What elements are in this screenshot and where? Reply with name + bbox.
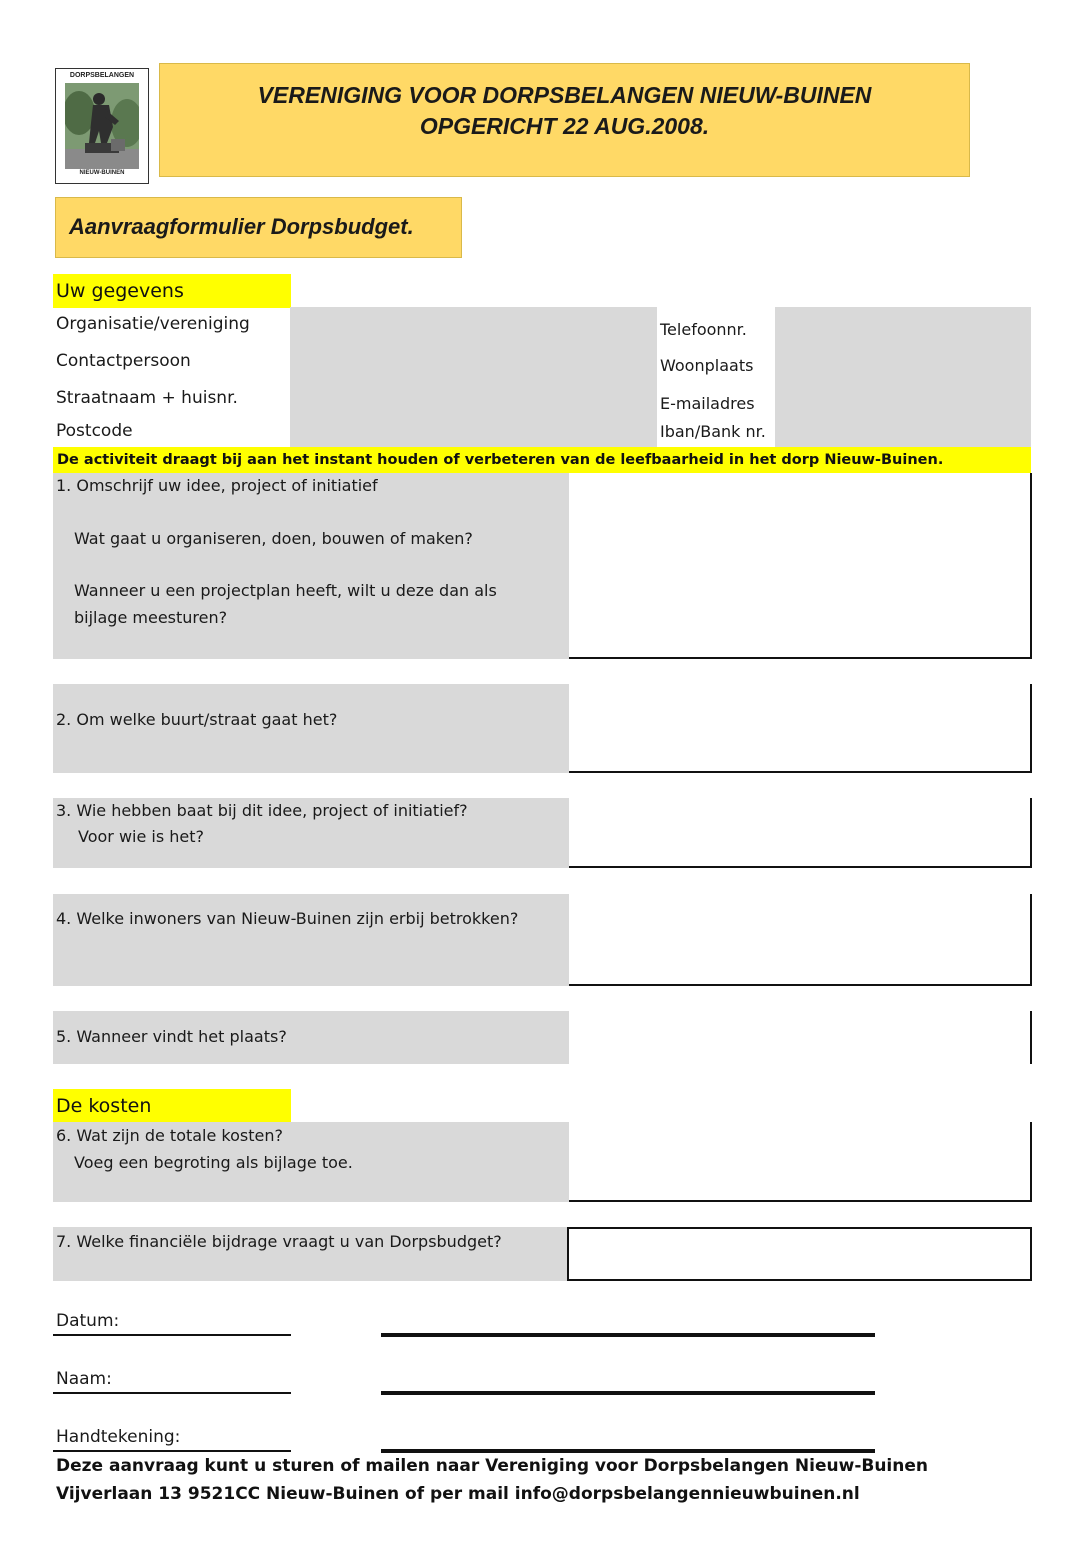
field-label-phone: Telefoonnr. <box>660 320 747 339</box>
answer-field-3[interactable] <box>569 798 1032 868</box>
field-label-contact: Contactpersoon <box>56 351 191 371</box>
field-label-city: Woonplaats <box>660 356 754 375</box>
section-heading-details: Uw gegevens <box>53 274 291 308</box>
answer-field-5[interactable] <box>569 1011 1032 1064</box>
answer-field-7[interactable] <box>567 1227 1032 1281</box>
name-input-line[interactable] <box>381 1391 875 1395</box>
field-label-email: E-mailadres <box>660 394 755 413</box>
date-label-underline <box>53 1334 291 1336</box>
signature-label: Handtekening: <box>56 1427 181 1447</box>
logo <box>55 68 149 184</box>
answer-field-4[interactable] <box>569 894 1032 986</box>
question-6-line1: 6. Wat zijn de totale kosten? <box>56 1126 283 1145</box>
footer-line1: Deze aanvraag kunt u sturen of mailen naar Vereniging voor Dorpsbelangen Nieuw-Buinen <box>56 1456 928 1476</box>
date-label: Datum: <box>56 1311 120 1331</box>
question-6-line2: Voeg een begroting als bijlage toe. <box>74 1153 353 1172</box>
logo-text-bottom: NIEUW-BUINEN <box>79 170 125 176</box>
question-3-box <box>53 798 569 868</box>
details-input-block-right[interactable] <box>775 307 1031 447</box>
question-1-line1: 1. Omschrijf uw idee, project of initiatief <box>56 476 378 495</box>
question-6-box <box>53 1122 569 1202</box>
question-3-line2: Voor wie is het? <box>78 827 205 846</box>
details-input-block-left[interactable] <box>290 307 657 447</box>
form-title-box <box>55 197 462 258</box>
field-label-iban: Iban/Bank nr. <box>660 422 766 441</box>
question-4-text: 4. Welke inwoners van Nieuw-Buinen zijn erbij betrokken? <box>56 909 519 928</box>
name-label: Naam: <box>56 1369 112 1389</box>
name-label-underline <box>53 1392 291 1394</box>
activity-notice-banner: De activiteit draagt bij aan het instant houden of verbeteren van de leefbaarheid in het dorp Nieuw-Buinen. <box>53 447 1031 473</box>
question-2-box <box>53 684 569 773</box>
field-label-postcode: Postcode <box>56 421 133 441</box>
section-heading-costs: De kosten <box>53 1089 291 1123</box>
question-7-box <box>53 1227 569 1281</box>
date-input-line[interactable] <box>381 1333 875 1337</box>
answer-field-2[interactable] <box>569 684 1032 773</box>
answer-field-1[interactable] <box>569 473 1032 659</box>
logo-text-top: DORPSBELANGEN <box>69 72 135 79</box>
question-4-box <box>53 894 569 986</box>
question-3-line1: 3. Wie hebben baat bij dit idee, project of initiatief? <box>56 801 468 820</box>
question-5-text: 5. Wanneer vindt het plaats? <box>56 1027 287 1046</box>
logo-statue-image <box>65 83 139 169</box>
question-2-text: 2. Om welke buurt/straat gaat het? <box>56 710 338 729</box>
question-5-box <box>53 1011 569 1064</box>
question-1-line6: bijlage meesturen? <box>74 608 228 627</box>
header-title-line1: VERENIGING VOOR DORPSBELANGEN NIEUW-BUINEN <box>257 82 872 108</box>
field-label-organisation: Organisatie/vereniging <box>56 314 250 334</box>
question-7-text: 7. Welke financiële bijdrage vraagt u van Dorpsbudget? <box>56 1232 502 1251</box>
question-1-line3: Wat gaat u organiseren, doen, bouwen of maken? <box>74 529 473 548</box>
field-label-street: Straatnaam + huisnr. <box>56 388 238 408</box>
answer-field-6[interactable] <box>569 1122 1032 1202</box>
header-title-line2: OPGERICHT 22 AUG.2008. <box>419 113 710 139</box>
question-1-line5: Wanneer u een projectplan heeft, wilt u deze dan als <box>74 581 497 600</box>
question-1-box <box>53 473 569 659</box>
form-title: Aanvraagformulier Dorpsbudget. <box>69 214 414 239</box>
footer-line2: Vijverlaan 13 9521CC Nieuw-Buinen of per mail info@dorpsbelangennieuwbuinen.nl <box>56 1484 860 1504</box>
statue-icon <box>65 83 139 169</box>
header-banner <box>159 63 970 177</box>
signature-label-underline <box>53 1450 291 1452</box>
signature-input-line[interactable] <box>381 1449 875 1453</box>
